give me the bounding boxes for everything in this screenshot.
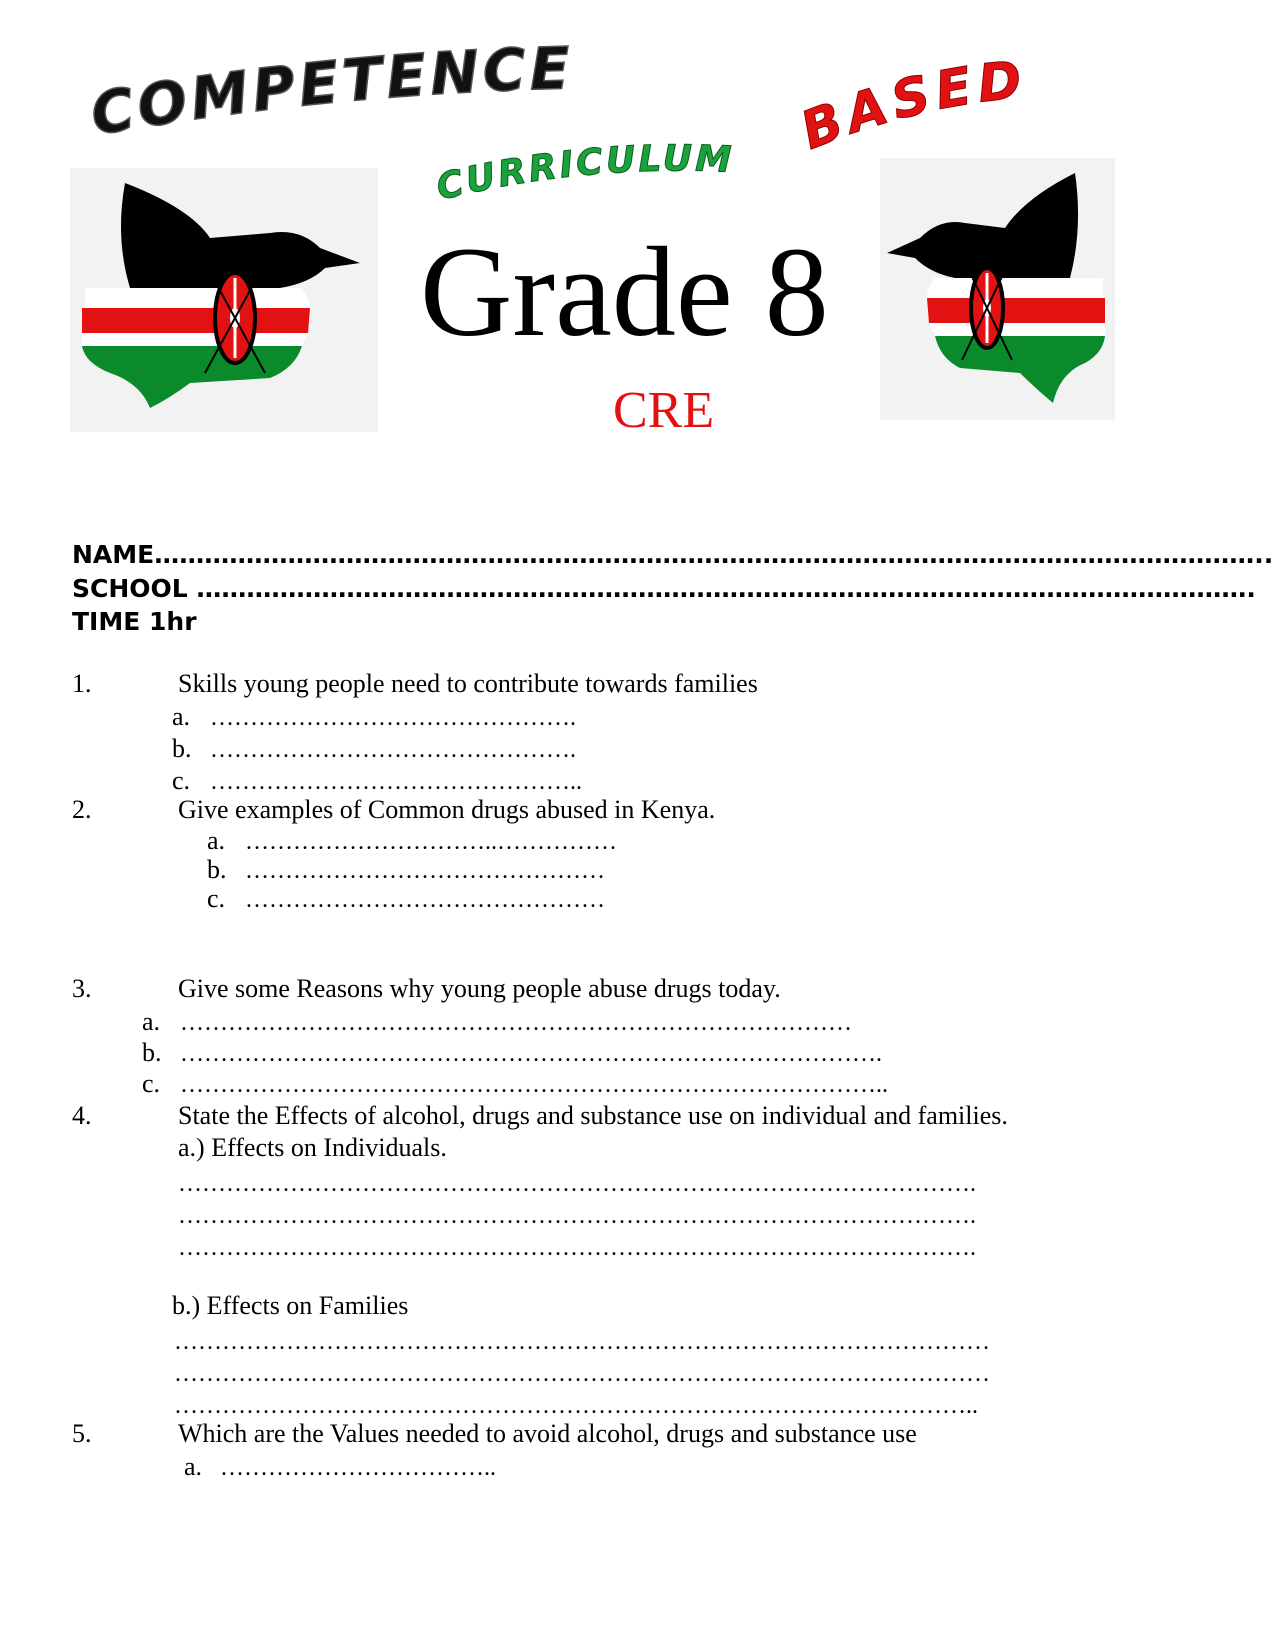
answer-line[interactable]: …………………………….. (220, 1455, 496, 1481)
banner-word-based: BASED (793, 50, 1031, 162)
name-field[interactable]: NAME…………………………………………………………………………………………………………………….. (72, 540, 1274, 569)
answer-label: b. (142, 1038, 162, 1067)
answer-label: b. (207, 855, 227, 884)
answer-label: c. (172, 766, 191, 795)
answer-line[interactable]: ……………………………………… (245, 887, 605, 913)
answer-label: a. (142, 1007, 161, 1036)
banner-word-curriculum: CURRICULUM (432, 138, 736, 209)
question-text: Give examples of Common drugs abused in Kenya. (178, 795, 716, 824)
question-text: Skills young people need to contribute towards families (178, 669, 758, 698)
dove-flag-icon (880, 158, 1115, 420)
banner-word-competence: COMPETENCE (86, 34, 575, 149)
answer-line[interactable]: ………………………………………. (210, 705, 576, 731)
answer-line[interactable]: ……………………………………………………………………………. (180, 1041, 882, 1067)
answer-label: a. (172, 702, 191, 731)
answer-label: a. (184, 1452, 203, 1481)
answer-line[interactable]: ………………………………………………………………………………………. (178, 1203, 976, 1229)
question-text: State the Effects of alcohol, drugs and substance use on individual and families. (178, 1101, 1008, 1130)
page-title: Grade 8 (420, 221, 829, 363)
answer-line[interactable]: ………………………………………………………………………………………. (178, 1171, 976, 1197)
time-label: TIME 1hr (72, 607, 197, 636)
question-number: 5. (72, 1419, 92, 1448)
dove-flag-icon (70, 168, 378, 432)
question-text: Which are the Values needed to avoid alcohol, drugs and substance use (178, 1419, 917, 1448)
answer-label: b. (172, 734, 192, 763)
answer-line[interactable]: ……………………………………….. (210, 769, 582, 795)
answer-line[interactable]: ………………………………………………………………………… (180, 1010, 852, 1036)
question-number: 1. (72, 669, 92, 698)
answer-line[interactable]: ……………………………………… (245, 858, 605, 884)
kenya-dove-emblem-right (880, 158, 1115, 420)
answer-line[interactable]: ………………………………………………………………………………………… (174, 1361, 990, 1387)
subject-label: CRE (613, 382, 715, 439)
part-label: b.) Effects on Families (172, 1291, 409, 1320)
answer-line[interactable]: ………………………………………. (210, 737, 576, 763)
answer-label: c. (142, 1069, 161, 1098)
answer-line[interactable]: ………………………………………………………………………………………… (174, 1329, 990, 1355)
question-number: 4. (72, 1101, 92, 1130)
answer-label: c. (207, 884, 226, 913)
answer-line[interactable]: …………………………………………………………………………….. (180, 1072, 888, 1098)
kenya-dove-emblem-left (70, 168, 378, 432)
school-field[interactable]: SCHOOL ………………………………………………………………………………………………………………. (72, 574, 1256, 603)
answer-line[interactable]: ……………………………………………………………………………………….. (174, 1393, 978, 1419)
question-number: 2. (72, 795, 92, 824)
question-number: 3. (72, 974, 92, 1003)
part-label: a.) Effects on Individuals. (178, 1133, 447, 1162)
answer-line[interactable]: …………………………..…………… (245, 829, 617, 855)
question-text: Give some Reasons why young people abuse drugs today. (178, 974, 781, 1003)
answer-label: a. (207, 826, 226, 855)
answer-line[interactable]: ………………………………………………………………………………………. (178, 1235, 976, 1261)
